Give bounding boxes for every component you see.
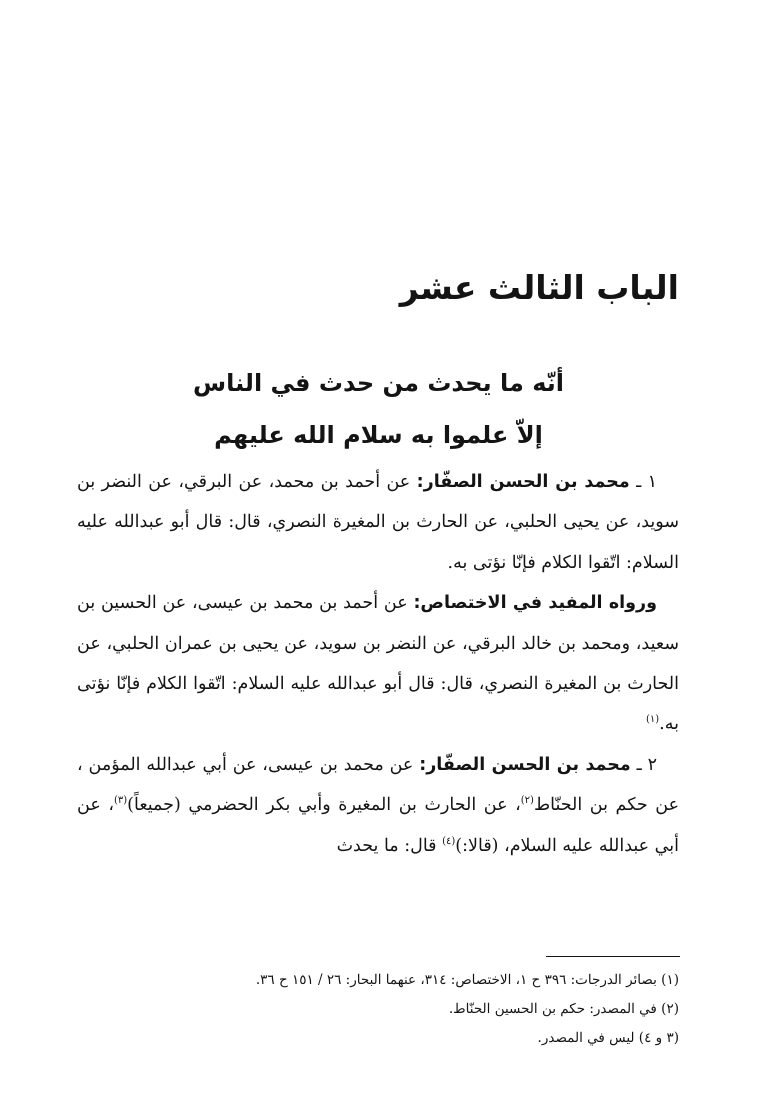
footnotes (77, 966, 679, 1053)
hadith-text: عن محمد بن عيسى، عن أبي عبدالله المؤمن ، عن حكم بن الحنّاط (77, 754, 680, 816)
hadith-paragraph-2 (77, 583, 679, 745)
footnote-3: (٣ و ٤) ليس في المصدر. (537, 1030, 679, 1046)
footnote-ref: (١) (645, 714, 660, 726)
hadith-text: عن أحمد بن محمد بن عيسى، عن الحسين بن سعيد، ومحمد بن خالد البرقي، عن النضر بن سويد، عن يحيى بن عمران الحلبي، عن الحارث بن المغيرة النصري، قال: قال أبو عبدالله عليه السلام: اتّقوا الكلام فإنّا نؤتى به. (77, 593, 679, 735)
section-subtitle-line-2: إلاّ علموا به سلام الله عليهم (214, 421, 543, 449)
footnote-ref: (٣) (113, 795, 128, 807)
hadith-paragraph-1 (77, 462, 679, 583)
narrator-name: ورواه المفيد في الاختصاص: (413, 593, 658, 614)
footnote-2: (٢) في المصدر: حكم بن الحسين الحنّاط. (448, 1001, 679, 1017)
hadith-text: ، عن أبي عبدالله عليه السلام، (قالا:) (77, 795, 679, 856)
hadith-number: ٢ ـ (630, 754, 657, 775)
body-text (77, 462, 679, 866)
footnote-divider (546, 956, 680, 957)
footnote-ref: (٤) (442, 835, 456, 847)
footnote-ref: (٢) (520, 795, 534, 807)
hadith-paragraph-3 (77, 745, 679, 866)
narrator-name: محمد بن الحسن الصفّار: (419, 754, 631, 775)
hadith-number: ١ ـ (629, 472, 657, 492)
hadith-text: عن أحمد بن محمد، عن البرقي، عن النضر بن سويد، عن يحيى الحلبي، عن الحارث بن المغيرة النصري، قال: قال أبو عبدالله عليه السلام: اتّقوا الكلام فإنّا نؤتى به. (77, 472, 679, 573)
hadith-text: ، عن الحارث بن المغيرة وأبي بكر الحضرمي (جميعاً) (127, 795, 521, 816)
hadith-text: قال: ما يحدث (336, 835, 443, 856)
chapter-title: الباب الثالث عشر (399, 268, 679, 307)
narrator-name: محمد بن الحسن الصفّار: (416, 472, 630, 492)
footnote-1: (١) بصائر الدرجات: ٣٩٦ ح ١، الاختصاص: ٣١٤، عنهما البحار: ٢٦ / ١٥١ ح ٣٦. (255, 972, 679, 988)
section-subtitle-line-1: أنّه ما يحدث من حدث في الناس (193, 369, 564, 397)
